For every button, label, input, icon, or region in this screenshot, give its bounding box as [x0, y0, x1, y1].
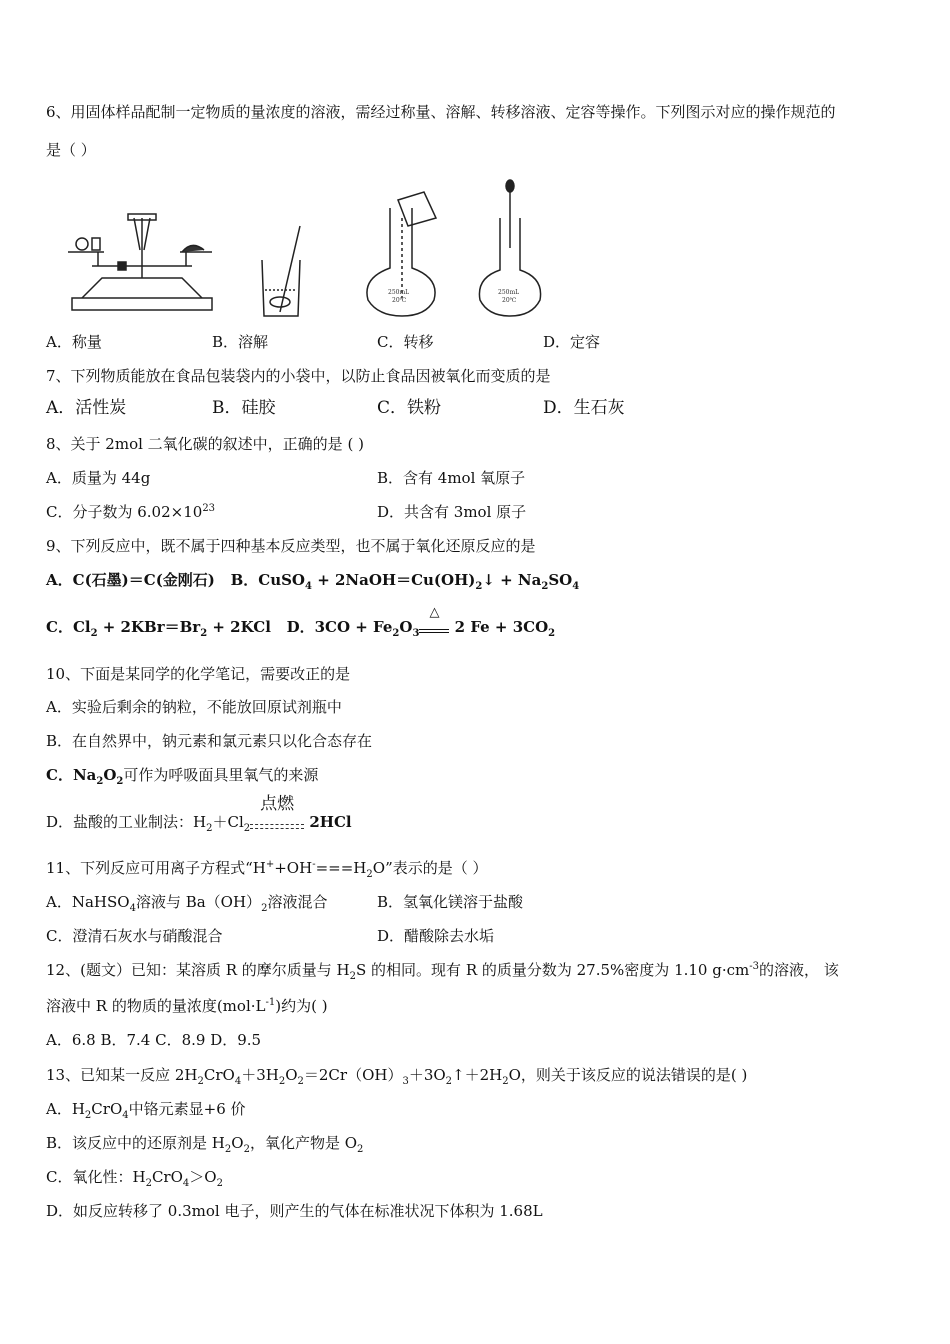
q13-s7: 2 [502, 1076, 509, 1087]
q9-c-p3: + 2KCl [207, 618, 271, 636]
q9-b-s2: 2 [475, 581, 483, 592]
q7-stem: 7、下列物质能放在食品包装袋内的小袋中，以防止食品因被氧化而变质的是 [46, 367, 551, 385]
q13-b-s2: 2 [243, 1144, 250, 1155]
q9-d-s3: 2 [548, 628, 556, 639]
q9-d-p1: D．3CO + Fe [286, 618, 393, 636]
q12-p3: 的溶液， 该 [758, 961, 839, 979]
q6-option-c[interactable]: C．转移 [377, 333, 434, 351]
q13-s5: 3 [402, 1076, 409, 1087]
dropper-flask-drawing [479, 180, 540, 316]
q12-s1: 2 [349, 971, 356, 982]
q13-c-p1: C．氧化性：H [46, 1168, 146, 1186]
q10-option-a[interactable]: A．实验后剩余的钠粒，不能放回原试剂瓶中 [46, 698, 342, 716]
heat-condition-sign [419, 605, 449, 633]
q8-option-d[interactable]: D．共含有 3mol 原子 [377, 503, 527, 521]
q11-option-c[interactable]: C．澄清石灰水与硝酸混合 [46, 927, 223, 945]
q10-c-s1: 2 [96, 776, 104, 787]
q9-stem: 9、下列反应中，既不属于四种基本反应类型，也不属于氧化还原反应的是 [46, 537, 536, 555]
q13-b-s3: 2 [357, 1144, 364, 1155]
q13-s2: 4 [234, 1076, 242, 1087]
q10-c-p3: 可作为呼吸面具里氧气的来源 [123, 766, 319, 784]
q6-option-b[interactable]: B．溶解 [212, 333, 269, 351]
q13-s4: 2 [297, 1076, 304, 1087]
q9-d-p3: 2 Fe + 3CO [449, 618, 549, 636]
q8-option-c-exp: 23 [202, 503, 216, 514]
q13-p8: O，则关于该反应的说法错误的是( ) [508, 1066, 748, 1084]
q13-a-p1: A．H [46, 1100, 85, 1118]
q9-d-s1: 2 [392, 628, 400, 639]
q6-apparatus-figure [62, 178, 542, 318]
q11-p3: ===H [315, 859, 367, 877]
beaker-drawing [262, 226, 300, 316]
q9-c-s1: 2 [90, 628, 98, 639]
q11-a-s1: 4 [129, 903, 136, 914]
q10-stem: 10、下面是某同学的化学笔记，需要改正的是 [46, 665, 351, 683]
q13-p2: CrO [203, 1066, 235, 1084]
svg-text:20℃: 20℃ [502, 297, 517, 304]
q11-a-p2: 溶液与 Ba（OH） [135, 893, 262, 911]
q13-b-p1: B．该反应中的还原剂是 H [46, 1134, 225, 1152]
svg-text:20℃: 20℃ [392, 297, 407, 304]
q13-s1: 2 [197, 1076, 204, 1087]
q7-option-b[interactable]: B．硅胶 [212, 398, 276, 418]
q7-option-a[interactable]: A．活性炭 [46, 398, 127, 418]
q10-c-p1: C．Na [46, 766, 97, 784]
q9-b-s3: 2 [541, 581, 549, 592]
q11-s3: 2 [366, 869, 373, 880]
q9-b-p3: ↓ + Na [482, 571, 542, 589]
q11-option-b[interactable]: B．氢氧化镁溶于盐酸 [377, 893, 524, 911]
q9-option-c[interactable] [46, 618, 271, 639]
q10-d-p2: ＋Cl [212, 813, 244, 831]
q9-b-p1: B．CuSO [230, 571, 305, 589]
q9-option-d[interactable] [286, 605, 556, 639]
q11-a-s2: 2 [261, 903, 268, 914]
q10-d-p3: 2HCl [304, 813, 352, 831]
q12-s3: -1 [265, 997, 276, 1008]
svg-text:250mL: 250mL [388, 289, 410, 296]
q9-d-s2: 3 [412, 628, 420, 639]
q9-c-p2: + 2KBr＝Br [97, 618, 201, 636]
q10-c-s2: 2 [116, 776, 124, 787]
q13-a-s1: 2 [84, 1110, 92, 1121]
q10-d-s1: 2 [206, 823, 213, 834]
q8-option-c[interactable] [46, 502, 215, 522]
q13-a-s2: 4 [122, 1110, 129, 1121]
q12-stem-cont [46, 996, 328, 1016]
q12-p4: 溶液中 R 的物质的量浓度(mol·L [46, 997, 266, 1015]
q10-d-s2: 2 [243, 823, 251, 834]
q11-p1: 11、下列反应可用离子方程式“H [46, 859, 266, 877]
q13-c-s2: 4 [182, 1178, 190, 1189]
q8-option-c-text: C．分子数为 6.02×10 [46, 503, 203, 521]
q10-option-b[interactable]: B．在自然界中，钠元素和氯元素只以化合态存在 [46, 732, 373, 750]
q9-b-p4: SO [548, 571, 573, 589]
q13-c-p2: CrO [151, 1168, 183, 1186]
q12-p1: 12、(题文）已知：某溶质 R 的摩尔质量与 H [46, 961, 350, 979]
q8-option-a[interactable]: A．质量为 44g [46, 469, 151, 487]
q9-c-s2: 2 [200, 628, 208, 639]
q13-p5: ＝2Cr（OH） [303, 1066, 403, 1084]
q13-s3: 2 [278, 1076, 286, 1087]
q6-option-d[interactable]: D．定容 [543, 333, 601, 351]
q12-p5: )约为( ) [275, 997, 328, 1015]
q9-c-p1: C．Cl [46, 618, 91, 636]
q9-option-b[interactable] [230, 571, 580, 592]
q13-p4: O [285, 1066, 298, 1084]
q13-p1: 13、已知某一反应 2H [46, 1066, 198, 1084]
q10-option-d[interactable] [46, 793, 352, 834]
q13-option-a[interactable] [46, 1099, 246, 1119]
q11-p4: O [372, 859, 386, 877]
q13-c-s3: 2 [216, 1178, 223, 1189]
q9-b-s1: 4 [305, 581, 312, 592]
q7-option-c[interactable]: C．铁粉 [377, 398, 442, 418]
q12-s2: -3 [749, 961, 759, 972]
q9-option-a[interactable]: A．C(石墨)＝C(金刚石) [46, 571, 215, 589]
q11-a-p1: A．NaHSO [46, 893, 130, 911]
q10-d-p1: D．盐酸的工业制法：H [46, 813, 207, 831]
q6-option-a[interactable]: A．称量 [46, 333, 102, 351]
balance-drawing [68, 214, 212, 310]
q12-options[interactable]: A．6.8 B．7.4 C．8.9 D．9.5 [46, 1031, 262, 1049]
q11-p2: +OH [274, 859, 313, 877]
q9-options-cd [46, 605, 556, 639]
ignite-label: 点燃 [260, 793, 295, 814]
q8-option-b[interactable]: B．含有 4mol 氧原子 [377, 469, 526, 487]
q6-stem: 6、用固体样品配制一定物质的量浓度的溶液，需经过称量、溶解、转移溶液、定容等操作。下列图示对应的操作规范的 [46, 103, 836, 121]
q9-b-s4: 4 [572, 581, 580, 592]
q8-stem: 8、关于 2mol 二氧化碳的叙述中，正确的是 ( ) [46, 435, 364, 453]
q13-a-p3: 中铬元素显+6 价 [128, 1100, 246, 1118]
q11-s1: + [265, 859, 275, 870]
q13-option-b[interactable] [46, 1133, 363, 1153]
q13-b-s1: 2 [224, 1144, 232, 1155]
q13-option-c[interactable] [46, 1167, 223, 1187]
q11-a-p3: 溶液混合 [267, 893, 328, 911]
q13-b-p2: O [231, 1134, 244, 1152]
q13-c-p3: ＞O [189, 1168, 217, 1186]
q11-p5: ”表示的是（ ） [385, 859, 488, 877]
heat-symbol: △ [429, 605, 440, 620]
transfer-flask-drawing [367, 192, 436, 316]
q13-a-p2: CrO [91, 1100, 123, 1118]
q9-b-p2: + 2NaOH＝Cu(OH) [311, 571, 476, 589]
q13-c-s1: 2 [145, 1178, 152, 1189]
q10-option-c[interactable] [46, 765, 318, 785]
q13-p6: ＋3O [408, 1066, 446, 1084]
ignite-condition-sign [250, 793, 304, 829]
q9-options-ab [46, 570, 579, 590]
q6-stem-cont: 是（ ） [46, 141, 96, 159]
q13-b-p3: ，氧化产物是 O [249, 1134, 358, 1152]
svg-text:250mL: 250mL [498, 289, 520, 296]
q9-d-p2: O [399, 618, 413, 636]
q11-option-a[interactable] [46, 892, 327, 912]
q13-option-d[interactable]: D．如反应转移了 0.3mol 电子，则产生的气体在标准状况下体积为 1.68L [46, 1202, 543, 1220]
q7-option-d[interactable]: D．生石灰 [543, 398, 625, 418]
q11-s2: - [312, 859, 316, 870]
q13-p3: ＋3H [241, 1066, 279, 1084]
q11-option-d[interactable]: D．醋酸除去水垢 [377, 927, 495, 945]
q12-stem [46, 960, 839, 980]
q11-stem [46, 858, 488, 878]
q13-stem [46, 1065, 747, 1085]
q13-p7: ↑＋2H [452, 1066, 503, 1084]
q13-s6: 2 [445, 1076, 453, 1087]
q12-p2: S 的相同。现有 R 的质量分数为 27.5%密度为 1.10 g·cm [356, 961, 750, 979]
q10-c-p2: O [103, 766, 117, 784]
